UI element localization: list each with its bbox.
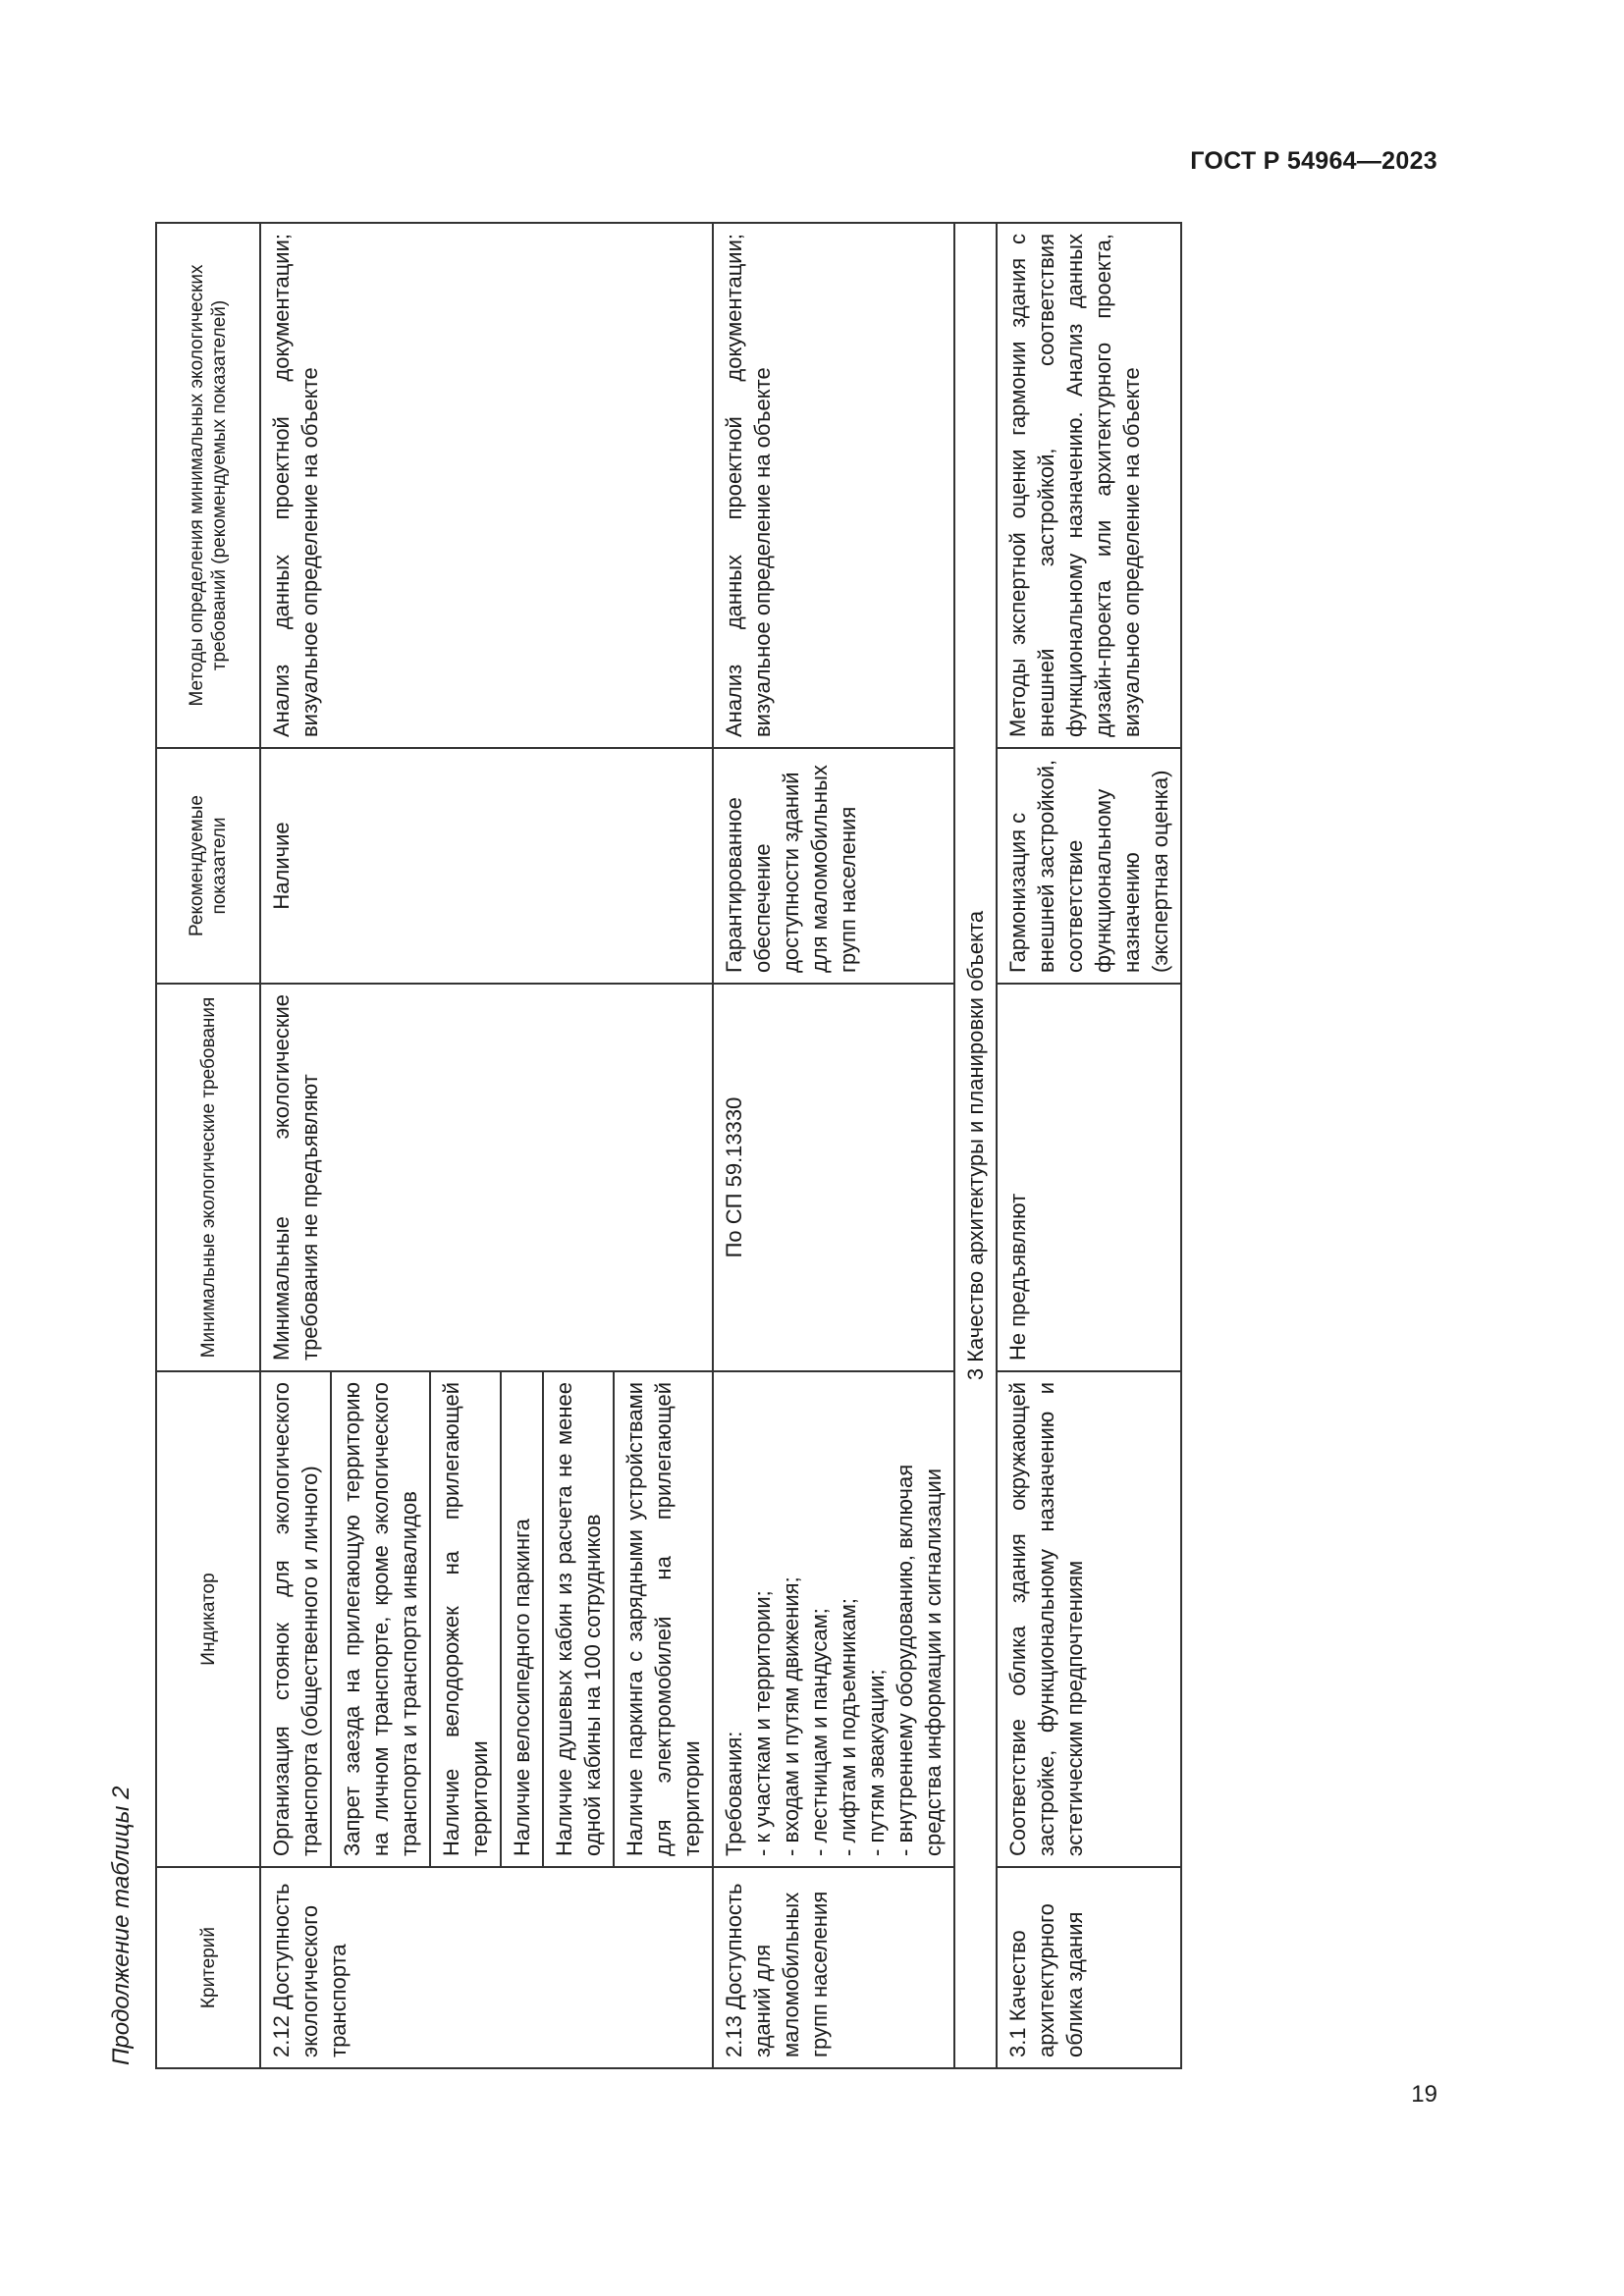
section-row [954,223,997,2068]
methods-cell: Методы экспертной оценки гармонии здания с внешней застройкой, соответствия функциональному назначению. Анализ данных дизайн-проекта или архитектурного проекта, визуальное определение на объекте [997,223,1181,748]
indicator-cell: Требования: - к участкам и территории; - входам и путям движения; - лестницам и пандусам; - лифтам и подъемникам; - путям эвакуации; - внутреннему оборудованию, включая средства информации и сигнализации [713,1371,954,1867]
indicator-item: Наличие душевых кабин из расчета не менее одной кабины на 100 сотрудников [543,1372,614,1866]
criterion-cell: 3.1 Качество архитектурного облика здания [997,1867,1181,2068]
indicator-cell [260,1371,713,1867]
indicator-subtable [261,1372,712,1866]
rotated-table-block [106,224,1304,2069]
recommended-cell: Гармонизация с внешней застройкой, соответствие функциональному назначению (экспертная оценка) [997,748,1181,984]
indicator-cell: Соответствие облика здания окружающей застройке, функциональному назначению и эстетическим предпочтениям [997,1371,1181,1867]
recommended-cell: Гарантированное обеспечение доступности зданий для маломобильных групп населения [713,748,954,984]
indicator-item: Наличие велодорожек на прилегающей территории [430,1372,501,1866]
indicator-item: Наличие паркинга с зарядными устройствами для электромобилей на прилегающей территории [623,1382,704,1856]
header-criterion: Критерий [156,1867,260,2068]
page-number: 19 [1411,2081,1437,2108]
methods-cell: Анализ данных проектной документации; визуальное определение на объекте [713,223,954,748]
requirements-cell: По СП 59.13330 [713,984,954,1371]
indicator-item: Наличие велосипедного паркинга [501,1372,543,1866]
criteria-table [155,222,1182,2069]
requirements-cell: Минимальные экологические требования не предъявляют [260,984,713,1371]
table-caption: Продолжение таблицы 2 [108,1786,135,2065]
indicator-item: Запрет заезда на прилегающую территорию на личном транспорте, кроме экологического транспорта и транспорта инвалидов [331,1372,430,1866]
table-row [997,223,1181,2068]
header-indicator: Индикатор [156,1371,260,1867]
recommended-cell: Наличие [260,748,713,984]
table-row [713,223,954,2068]
indicator-item: Организация стоянок для экологического транспорта (общественного и личного) [261,1372,331,1866]
table-row [260,223,713,2068]
criterion-cell: 2.13 Доступность зданий для маломобильных групп населения [713,1867,954,2068]
header-methods: Методы определения минимальных экологических требований (рекомендуемых показателей) [156,223,260,748]
header-requirements: Минимальные экологические требования [156,984,260,1371]
table-header-row [156,223,260,2068]
document-code: ГОСТ Р 54964—2023 [1190,147,1437,175]
requirements-cell: Не предъявляют [997,984,1181,1371]
header-recommended: Рекомендуемые показатели [156,748,260,984]
criterion-cell: 2.12 Доступность экологического транспорта [260,1867,713,2068]
methods-cell: Анализ данных проектной документации; визуальное определение на объекте [260,223,713,748]
section-title: 3 Качество архитектуры и планировки объекта [954,223,997,2068]
